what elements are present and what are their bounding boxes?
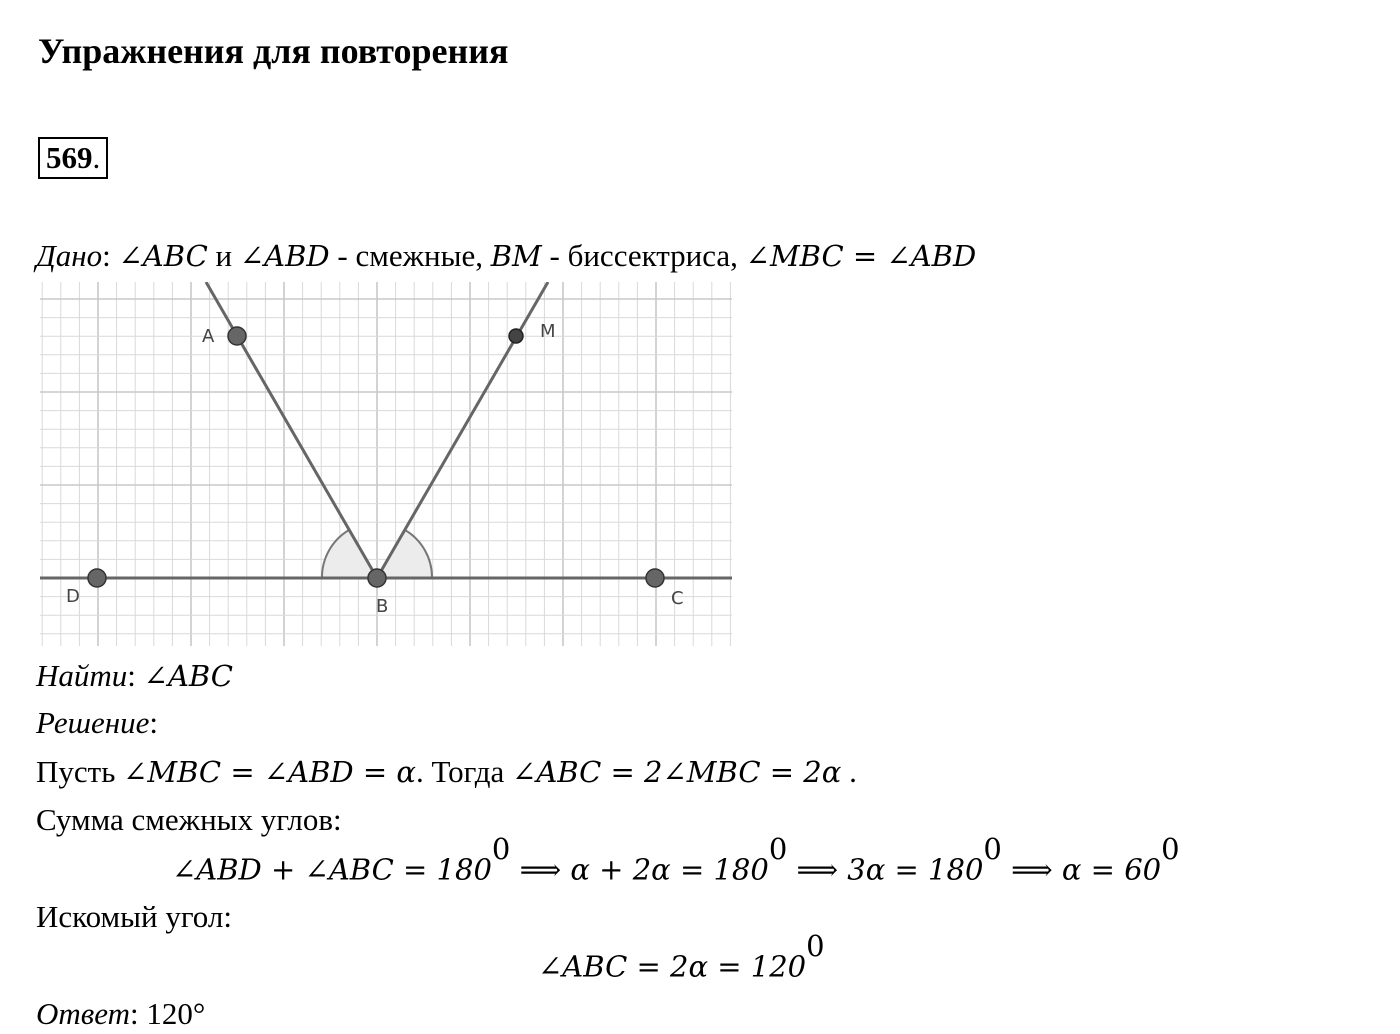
solution-line-3: Искомый угол: (36, 899, 232, 934)
point-m (509, 329, 523, 343)
solution-let-eq: ∠MBC = ∠ABD = α (123, 755, 416, 789)
solution-equation-1 (172, 832, 1180, 889)
solution-line-2: Сумма смежных углов: (36, 802, 342, 837)
answer-value: 120° (138, 996, 206, 1031)
point-c (646, 569, 664, 587)
find-colon: : (127, 658, 136, 693)
solution-label: Решение (36, 705, 150, 740)
solution-colon: : (149, 705, 158, 740)
label-c: C (671, 588, 684, 609)
eq1-deg-4: 0 (1161, 832, 1180, 866)
solution-let: Пусть (36, 754, 124, 789)
given-text-bisector: - биссектриса, (541, 238, 746, 273)
geometry-figure (40, 282, 732, 646)
page-title: Упражнения для повторения (38, 31, 509, 71)
answer-line (36, 994, 205, 1034)
given-line (36, 236, 976, 276)
eq1-part-3: ⟹ 3α = 180 (787, 852, 984, 887)
given-angle-abd: ∠ABD (239, 239, 330, 273)
given-colon: : (102, 238, 111, 273)
label-a: A (202, 326, 215, 347)
given-equality: ∠MBC = ∠ABD (745, 239, 977, 273)
eq1-part-2: ⟹ α + 2α = 180 (510, 852, 769, 887)
ray-ba (206, 282, 377, 578)
given-label: Дано (36, 238, 103, 273)
problem-number (38, 137, 108, 179)
given-bm: BM (490, 239, 542, 273)
given-angle-abc: ∠ABC (118, 239, 208, 273)
label-m: M (540, 321, 556, 342)
given-and: и (207, 238, 240, 273)
problem-number-dot: . (92, 140, 101, 175)
given-text-adjacent: - смежные, (329, 238, 491, 273)
eq1-part-1: ∠ABD + ∠ABC = 180 (172, 852, 492, 887)
find-label: Найти (36, 658, 128, 693)
eq1-deg-2: 0 (768, 832, 788, 866)
answer-label: Ответ (36, 996, 130, 1031)
solution-then-eq: ∠ABC = 2∠MBC = 2α (512, 755, 842, 789)
eq1-deg-1: 0 (491, 832, 511, 866)
find-value: ∠ABC (143, 659, 233, 693)
label-b: B (376, 596, 389, 617)
ray-bm (377, 282, 548, 578)
angle-arc-abd (322, 530, 377, 578)
solution-heading (36, 703, 158, 743)
solution-equation-2 (538, 929, 825, 986)
label-d: D (66, 586, 80, 607)
solution-line-1 (36, 752, 857, 792)
point-b (368, 569, 386, 587)
angle-arc-mbc (377, 530, 432, 578)
solution-then: . Тогда (415, 754, 513, 789)
find-line (36, 656, 233, 696)
eq1-part-4: ⟹ α = 60 (1001, 852, 1162, 887)
answer-colon: : (129, 996, 139, 1031)
eq2-deg: 0 (806, 929, 825, 963)
point-a (228, 327, 246, 345)
problem-number-value: 569 (46, 140, 93, 175)
point-d (88, 569, 106, 587)
solution-period: . (841, 754, 857, 789)
eq1-deg-3: 0 (983, 832, 1002, 866)
eq2-part-1: ∠ABC = 2α = 120 (538, 949, 807, 984)
figure-grid (40, 282, 732, 646)
